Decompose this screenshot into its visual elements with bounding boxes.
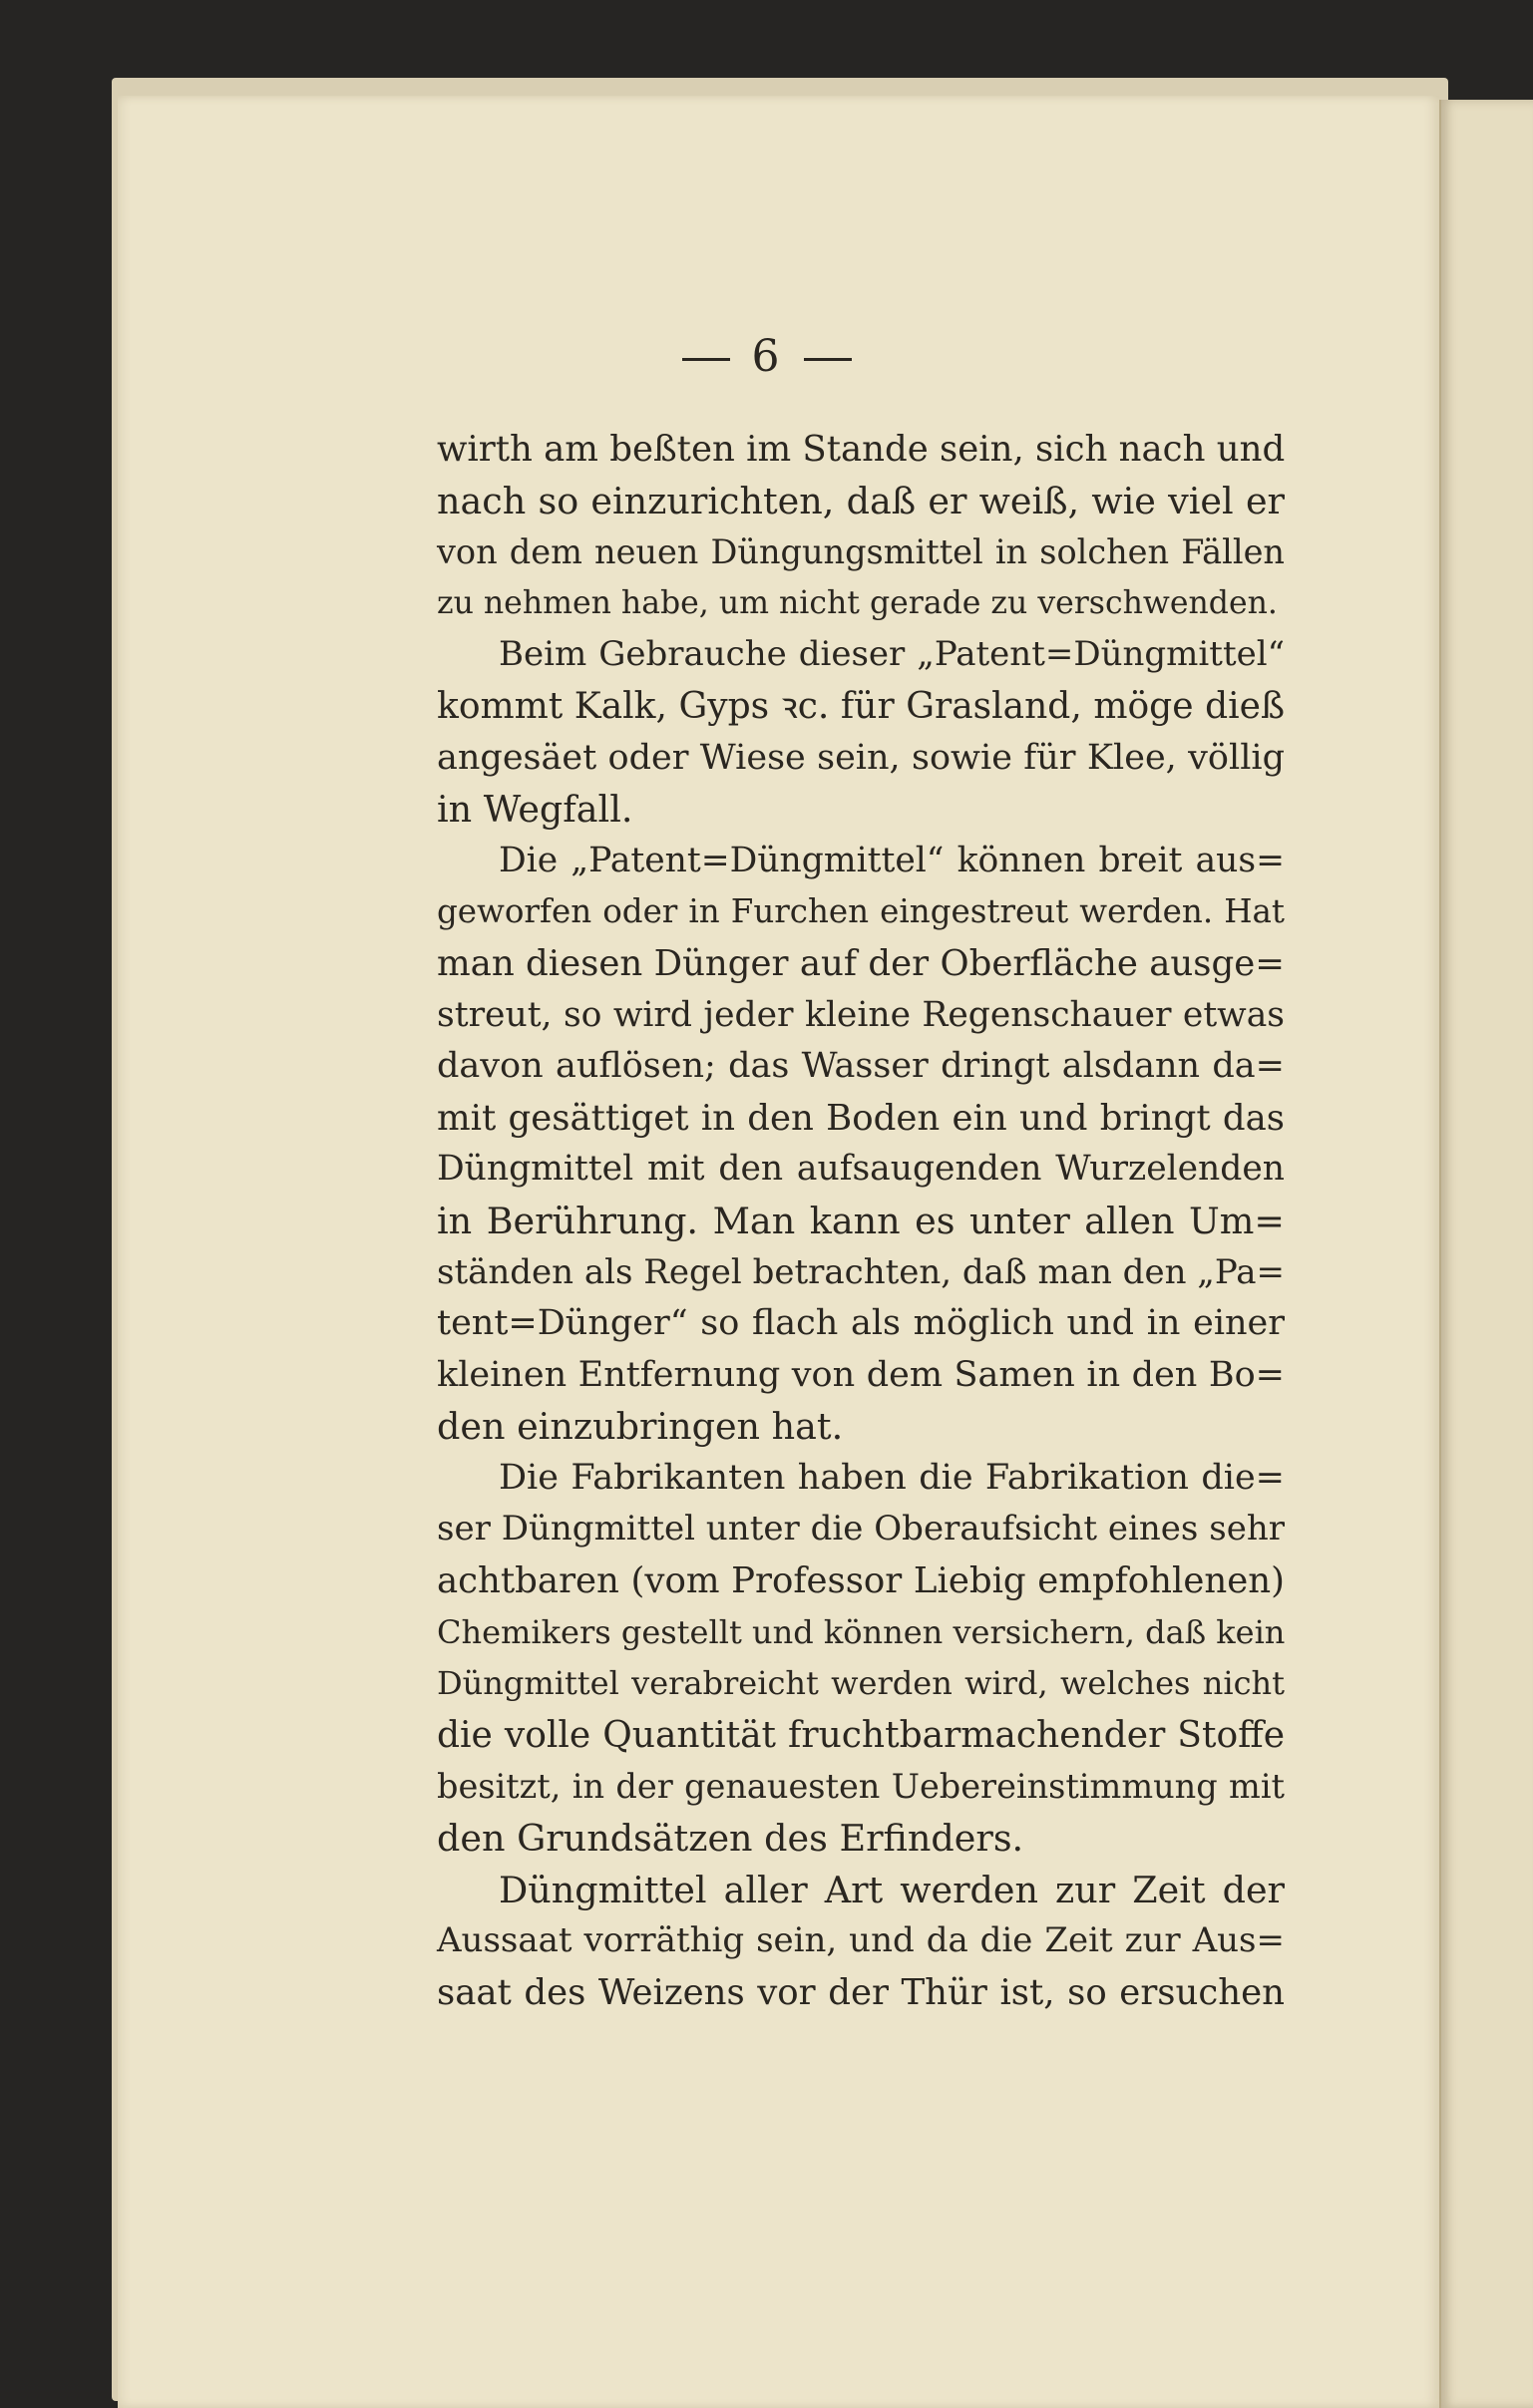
text-line: mit gesättiget in den Boden ein und bringt das <box>437 1097 1285 1139</box>
text-line: Die Fabrikanten haben die Fabrikation die= <box>499 1457 1285 1498</box>
text-line: angesäet oder Wiese sein, sowie für Klee, völlig <box>437 737 1285 778</box>
text-line: Düngmittel verabreicht werden wird, welches nicht <box>437 1664 1285 1703</box>
text-line: tent=Dünger“ so flach als möglich und in einer <box>437 1303 1285 1344</box>
facing-page-edge <box>1439 100 1533 2408</box>
text-line: saat des Weizens vor der Thür ist, so ersuchen <box>437 1971 1285 2013</box>
text-line: Beim Gebrauche dieser „Patent=Düngmittel“ <box>499 634 1285 675</box>
body-text <box>437 424 1285 2018</box>
text-line: ständen als Regel betrachten, daß man den „Pa= <box>437 1251 1285 1292</box>
text-line: kommt Kalk, Gyps ꝛc. für Grasland, möge dieß <box>437 685 1285 727</box>
text-line: Düngmittel aller Art werden zur Zeit der <box>499 1868 1285 1911</box>
text-line: achtbaren (vom Professor Liebig empfohlenen) <box>437 1560 1285 1602</box>
text-line: ser Düngmittel unter die Oberaufsicht eines sehr <box>437 1509 1285 1549</box>
text-line: Die „Patent=Düngmittel“ können breit aus= <box>499 840 1285 880</box>
text-line: streut, so wird jeder kleine Regenschauer etwas <box>437 994 1285 1035</box>
header-dash-right <box>804 358 852 361</box>
paragraph-5 <box>437 1865 1285 2019</box>
page-number-header <box>0 331 1533 382</box>
text-line: Düngmittel mit den aufsaugenden Wurzelenden <box>437 1149 1285 1190</box>
text-line: in Berührung. Man kann es unter allen Um= <box>437 1199 1285 1242</box>
text-line: wirth am beßten im Stande sein, sich nach und <box>437 429 1286 470</box>
paragraph-2 <box>437 629 1285 835</box>
text-line: besitzt, in der genauesten Uebereinstimmung mit <box>437 1767 1285 1807</box>
text-line: in Wegfall. <box>437 788 633 832</box>
text-line: die volle Quantität fruchtbarmachender Stoffe <box>437 1714 1285 1756</box>
text-line: kleinen Entfernung von dem Samen in den Bo= <box>437 1354 1285 1395</box>
text-line: Aussaat vorräthig sein, und da die Zeit zur Aus= <box>437 1920 1285 1961</box>
paragraph-4 <box>437 1453 1285 1865</box>
text-line: von dem neuen Düngungsmittel in solchen Fällen <box>437 532 1285 572</box>
text-line: Chemikers gestellt und können versichern, daß kein <box>437 1612 1286 1651</box>
header-dash-left <box>682 358 730 361</box>
text-line: den einzubringen hat. <box>437 1405 844 1449</box>
text-line: geworfen oder in Furchen eingestreut werden. Hat <box>437 892 1285 931</box>
page-number: 6 <box>751 331 782 382</box>
text-line: man diesen Dünger auf der Oberfläche ausge= <box>437 942 1285 984</box>
text-line: den Grundsätzen des Erfinders. <box>437 1817 1024 1861</box>
text-line: zu nehmen habe, um nicht gerade zu verschwenden. <box>437 584 1278 621</box>
paragraph-3 <box>437 836 1285 1453</box>
paragraph-1 <box>437 424 1285 629</box>
text-line: davon auflösen; das Wasser dringt alsdann da= <box>437 1046 1285 1087</box>
text-line: nach so einzurichten, daß er weiß, wie viel er <box>437 479 1285 522</box>
